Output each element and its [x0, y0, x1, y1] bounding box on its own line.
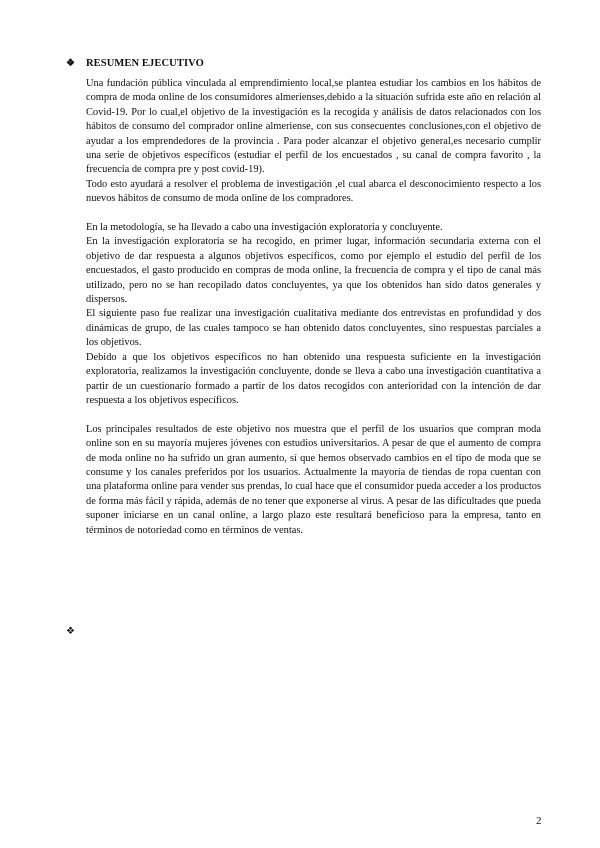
paragraph-exploratory: En la investigación exploratoria se ha recogido, en primer lugar, información secundaria externa con el objetivo de dar respuesta a algunos objetivos específicos, como por ejemplo el estudio del perfil de los encuestados, el gasto producido en compras de moda online, la frecuencia de compra y el tipo de canal más utilizado, pero no se han recopilado datos concluyentes, ya que los obtenidos han sido datos generales y dispersos.	[86, 236, 541, 306]
paragraph-results: Los principales resultados de este objetivo nos muestra que el perfil de los usuarios que compran moda online son en su mayoría mujeres jóvenes con estudios universitarios. A pesar de que el aumento de compra de moda online no ha sufrido un gran aumento, sí que hemos observado cambios en el tipo de moda que se consume y los canales preferidos por los usuarios. Actualmente la mayoría de tiendas de ropa cuentan con una plataforma online para vender sus prendas, lo cual hace que el consumidor pueda acceder a los productos de forma más fácil y rápida, además de no tener que exponerse al virus. A pesar de las dificultades que pueda suponer iniciarse en un canal online, a largo plazo este resultará beneficioso para la empresa, tanto en términos de notoriedad como en términos de ventas.	[86, 423, 541, 536]
paragraph-methodology: En la metodología, se ha llevado a cabo una investigación exploratoria y concluyente.	[86, 222, 443, 234]
section-title: RESUMEN EJECUTIVO	[86, 58, 204, 69]
diamond-bullet-icon: ❖	[66, 626, 75, 637]
paragraph-gap	[86, 408, 541, 422]
paragraph-intro: Una fundación pública vinculada al emprendimiento local,se plantea estudiar los cambios en los hábitos de compra de moda online de los consumidores almerienses,debido a la situación sufrida este año en relación al Covid-19. Por lo cual,el objetivo de la investigación es la recogida y análisis de datos relacionados con los hábitos de consumo del comprador online almeriense, con sus consecuentes conclusiones,con el objetivo de ayudar a los emprendedores de la provincia . Para poder alcanzar el objetivo general,es necesario cumplir una serie de objetivos específicos (estudiar el perfil de los encuestados , su canal de compra favorito , la frecuencia de compra pre y post covid-19).	[86, 78, 541, 176]
diamond-bullet-icon: ❖	[66, 58, 76, 69]
section-heading	[66, 58, 204, 69]
paragraph-conclusive: Debido a que los objetivos específicos no han obtenido una respuesta suficiente en la investigación exploratoria, realizamos la investigación concluyente, donde se lleva a cabo una investigación cuantitativa a partir de un cuestionario formado a partir de los datos recogidos con anterioridad con la intención de dar respuesta a los objetivos específicos.	[86, 351, 541, 406]
paragraph-gap	[86, 207, 541, 221]
paragraph-problem: Todo esto ayudará a resolver el problema de investigación ,el cual abarca el desconocimiento respecto a los nuevos hábitos de consumo de moda online de los compradores.	[86, 178, 541, 205]
paragraph-qualitative: El siguiente paso fue realizar una investigación cualitativa mediante dos entrevistas en profundidad y dos dinámicas de grupo, de las cuales tampoco se han obtenido datos concluyentes, sino respuestas parciales a los objetivos.	[86, 308, 541, 349]
page-number: 2	[536, 815, 542, 827]
document-body	[86, 77, 541, 538]
